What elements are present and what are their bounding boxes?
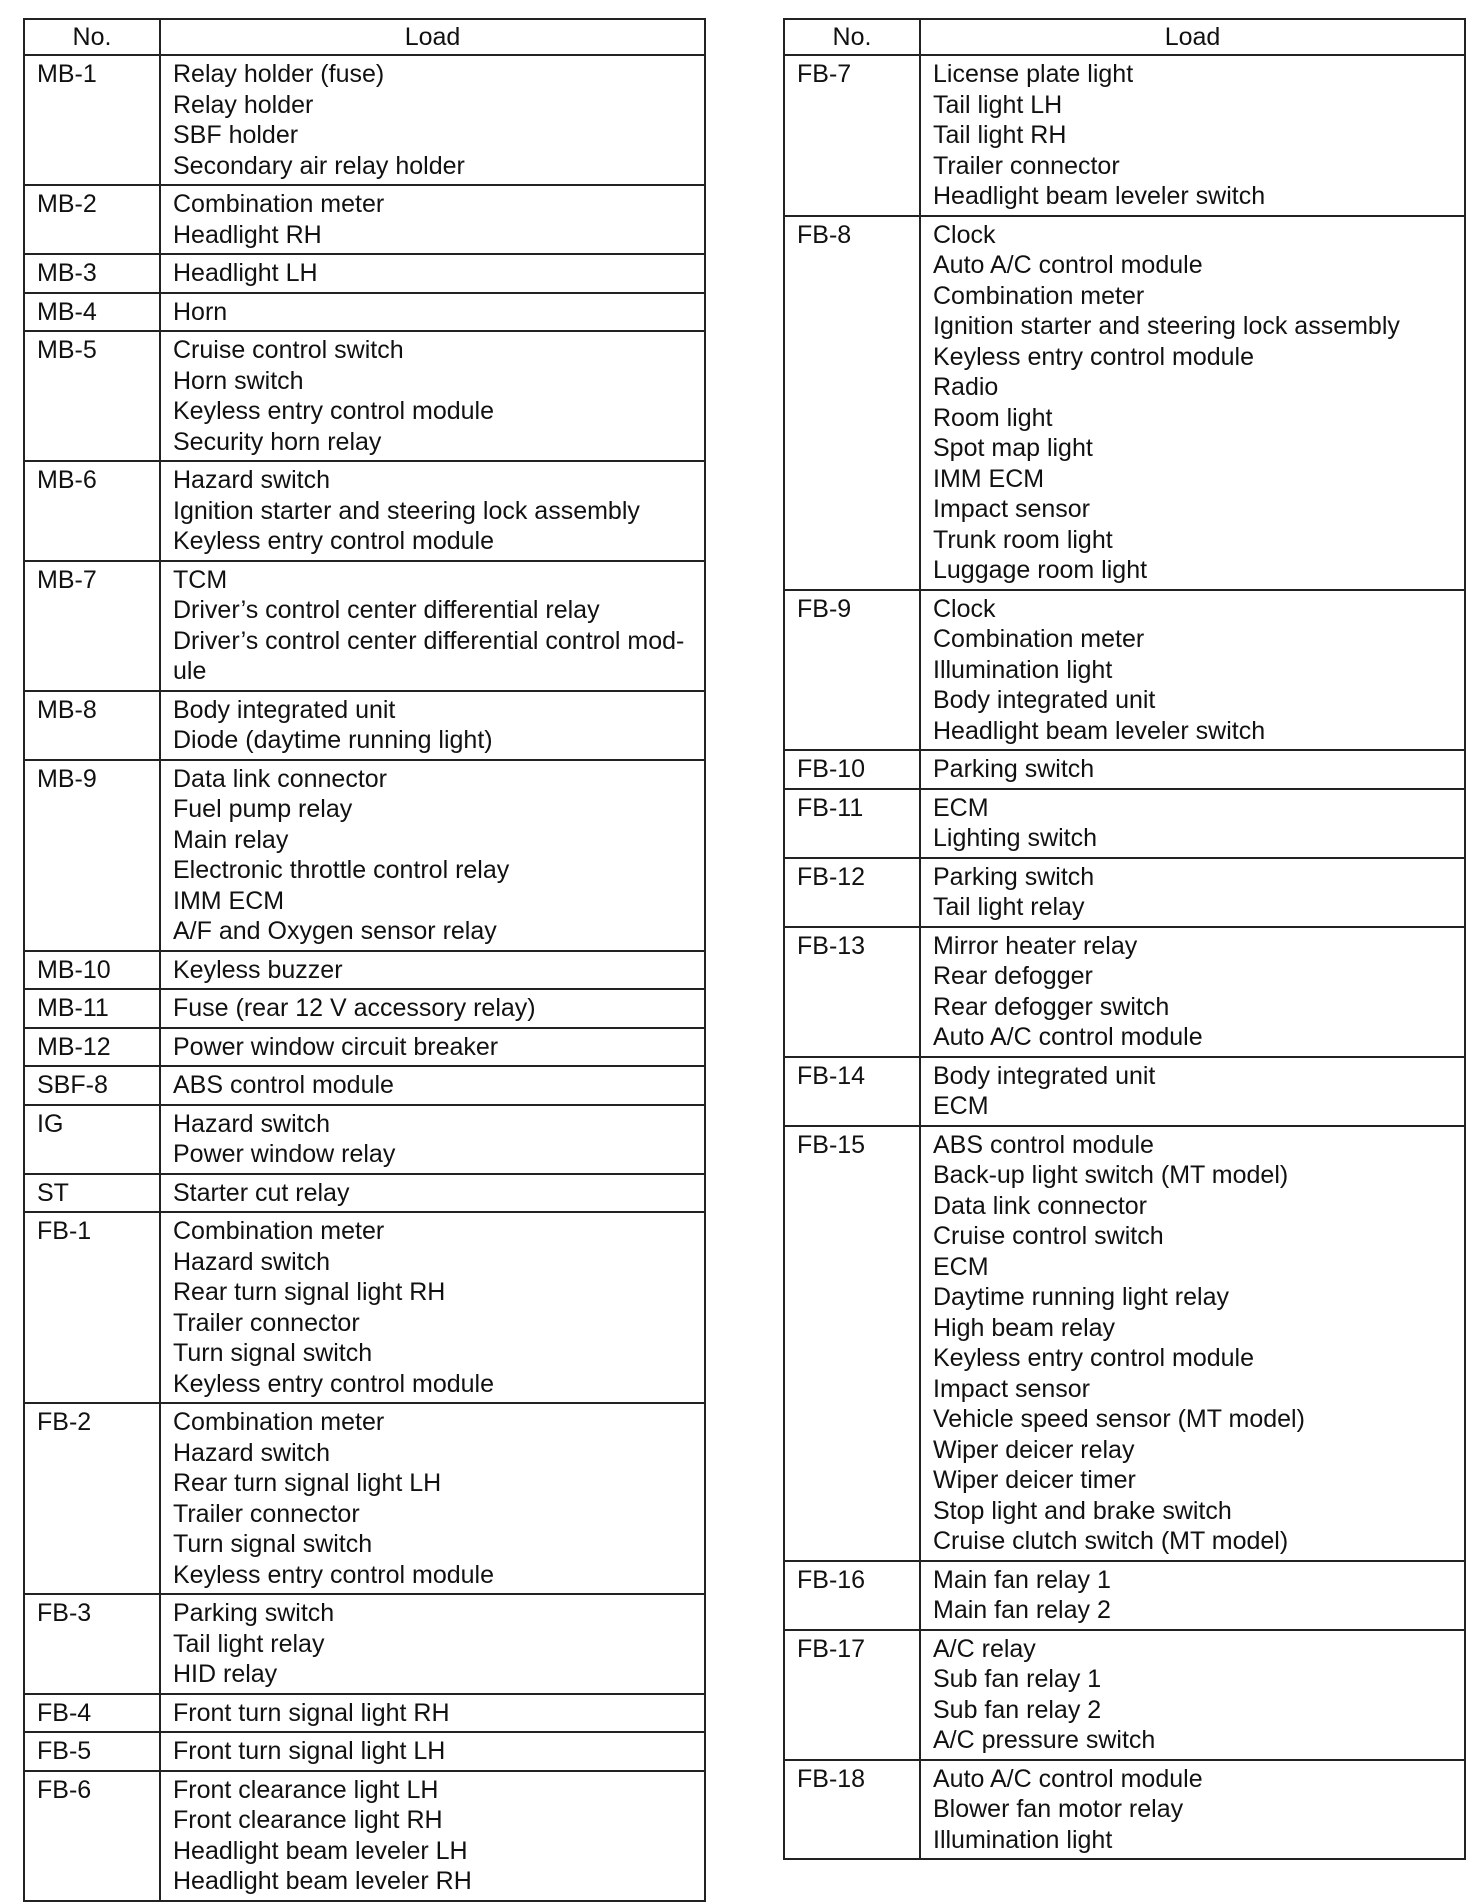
load-item: Illumination light: [933, 1825, 1113, 1854]
load-item: Hazard switch: [173, 1247, 330, 1276]
load-item: Cruise control switch: [173, 336, 404, 364]
load-item: Keyless buzzer: [173, 955, 343, 984]
load-item: Rear defogger switch: [933, 992, 1170, 1021]
load-item: Main fan relay 1: [933, 1565, 1111, 1594]
load-list: [920, 1057, 1465, 1126]
fuse-number: FB-7: [784, 55, 920, 216]
load-list: [160, 1105, 705, 1174]
load-item: ECM: [933, 1092, 989, 1120]
fuse-number: MB-7: [24, 561, 160, 691]
load-item: Parking switch: [933, 755, 1095, 783]
load-list: [160, 1066, 705, 1105]
table-row: [784, 1057, 1465, 1126]
load-item: Main fan relay 2: [933, 1596, 1111, 1624]
fuse-number: FB-17: [784, 1630, 920, 1760]
fuse-number: MB-9: [24, 760, 160, 951]
load-item: Horn switch: [173, 366, 304, 395]
fuse-number: MB-12: [24, 1028, 160, 1067]
load-item: Combination meter: [933, 281, 1145, 310]
load-item: Horn: [173, 297, 228, 326]
load-item: Electronic throttle control relay: [173, 856, 510, 884]
fuse-number: FB-15: [784, 1126, 920, 1561]
load-list: [920, 750, 1465, 789]
load-item: Ignition starter and steering lock assembly: [933, 312, 1400, 340]
load-item: ECM: [933, 793, 989, 822]
load-item: Data link connector: [173, 764, 388, 793]
load-item: Luggage room light: [933, 556, 1148, 584]
load-item: Driver’s control center differential control mod-: [173, 626, 685, 655]
load-item: Stop light and brake switch: [933, 1496, 1232, 1525]
fuse-number: FB-12: [784, 858, 920, 927]
table-row: [24, 989, 705, 1028]
load-item: A/C relay: [933, 1634, 1036, 1663]
fuse-number: FB-9: [784, 590, 920, 751]
table-row: [24, 561, 705, 691]
load-item: Fuel pump relay: [173, 795, 353, 823]
fuse-number: FB-14: [784, 1057, 920, 1126]
fuse-number: MB-1: [24, 55, 160, 185]
load-item: Front clearance light LH: [173, 1775, 439, 1804]
table-row: [24, 1066, 705, 1105]
table-row: [784, 590, 1465, 751]
load-item: Clock: [933, 220, 996, 249]
load-item: Clock: [933, 594, 996, 623]
load-item: Radio: [933, 373, 999, 401]
fuse-number: MB-2: [24, 185, 160, 254]
fuse-number: MB-3: [24, 254, 160, 293]
load-item: Headlight LH: [173, 259, 318, 287]
load-item: Secondary air relay holder: [173, 151, 465, 180]
load-item: Auto A/C control module: [933, 1764, 1203, 1793]
load-list: [160, 760, 705, 951]
fuse-number: MB-8: [24, 691, 160, 760]
fuse-number: FB-13: [784, 927, 920, 1057]
load-item: Body integrated unit: [173, 695, 396, 724]
load-list: [160, 1174, 705, 1213]
table-row: [24, 691, 705, 760]
load-item: Parking switch: [173, 1599, 335, 1627]
table-row: [24, 1174, 705, 1213]
load-list: [160, 951, 705, 990]
table-body-right: [784, 55, 1465, 1859]
load-item: Hazard switch: [173, 1109, 330, 1138]
load-item: Headlight beam leveler switch: [933, 182, 1266, 210]
table-row: [784, 1630, 1465, 1760]
load-item: Body integrated unit: [933, 686, 1156, 714]
load-item: Cruise control switch: [933, 1222, 1164, 1250]
load-item: Back-up light switch (MT model): [933, 1161, 1289, 1189]
load-item: Headlight beam leveler LH: [173, 1836, 468, 1865]
load-list: [160, 331, 705, 461]
load-list: [160, 1028, 705, 1067]
fuse-number: FB-8: [784, 216, 920, 590]
table-row: [24, 254, 705, 293]
load-list: [160, 1403, 705, 1594]
load-item: Front turn signal light RH: [173, 1698, 450, 1727]
load-item: Combination meter: [173, 190, 385, 218]
load-item: Diode (daytime running light): [173, 726, 493, 754]
load-list: [160, 55, 705, 185]
load-item: Starter cut relay: [173, 1178, 350, 1207]
load-item: Sub fan relay 2: [933, 1695, 1102, 1724]
load-item: Wiper deicer relay: [933, 1435, 1135, 1464]
load-item: Power window circuit breaker: [173, 1032, 499, 1061]
load-item: ABS control module: [933, 1130, 1154, 1159]
load-item: Body integrated unit: [933, 1061, 1156, 1090]
load-item: Turn signal switch: [173, 1530, 373, 1558]
load-list: [160, 561, 705, 691]
load-item: Keyless entry control module: [173, 397, 494, 425]
load-list: [160, 1694, 705, 1733]
table-row: [24, 951, 705, 990]
table-row: [24, 55, 705, 185]
load-item: Headlight beam leveler switch: [933, 716, 1266, 745]
fuse-number: FB-10: [784, 750, 920, 789]
header-load: Load: [160, 19, 705, 55]
table-row: [784, 927, 1465, 1057]
load-item: Vehicle speed sensor (MT model): [933, 1405, 1305, 1433]
load-item: Impact sensor: [933, 495, 1091, 523]
table-row: [784, 1561, 1465, 1630]
load-item: HID relay: [173, 1660, 278, 1688]
load-item: Spot map light: [933, 434, 1093, 462]
load-item: Relay holder (fuse): [173, 60, 385, 88]
fuse-number: MB-11: [24, 989, 160, 1028]
load-item: Keyless entry control module: [173, 1560, 494, 1589]
fuse-number: FB-2: [24, 1403, 160, 1594]
load-item: Ignition starter and steering lock assembly: [173, 496, 640, 525]
fuse-number: MB-4: [24, 293, 160, 332]
load-item: Keyless entry control module: [933, 342, 1254, 371]
load-list: [920, 789, 1465, 858]
load-item: Hazard switch: [173, 466, 330, 494]
table-row: [784, 858, 1465, 927]
load-item: Data link connector: [933, 1191, 1148, 1220]
load-item: A/F and Oxygen sensor relay: [173, 917, 497, 945]
fuse-number: FB-3: [24, 1594, 160, 1694]
table-row: [24, 1594, 705, 1694]
load-list: [160, 1212, 705, 1403]
header-row: [24, 19, 705, 55]
fuse-load-table-left: [23, 18, 706, 1902]
table-row: [24, 1403, 705, 1594]
load-item: Trailer connector: [933, 151, 1120, 180]
load-list: [160, 185, 705, 254]
table-row: [24, 1732, 705, 1771]
header-no: No.: [784, 19, 920, 55]
load-item: Relay holder: [173, 90, 314, 119]
load-list: [160, 989, 705, 1028]
load-item: Rear defogger: [933, 962, 1093, 990]
table-body-left: [24, 55, 705, 1901]
table-row: [24, 293, 705, 332]
load-item: ABS control module: [173, 1071, 394, 1099]
load-item: Front clearance light RH: [173, 1806, 443, 1834]
header-no: No.: [24, 19, 160, 55]
load-list: [160, 1594, 705, 1694]
fuse-number: SBF-8: [24, 1066, 160, 1105]
load-item: Impact sensor: [933, 1374, 1091, 1403]
fuse-number: MB-6: [24, 461, 160, 561]
load-item: Combination meter: [173, 1408, 385, 1436]
load-list: [920, 1561, 1465, 1630]
load-list: [160, 691, 705, 760]
table-row: [24, 1105, 705, 1174]
fuse-number: FB-11: [784, 789, 920, 858]
table-row: [784, 216, 1465, 590]
table-row: [24, 1694, 705, 1733]
table-row: [24, 185, 705, 254]
load-item: Turn signal switch: [173, 1339, 373, 1367]
load-list: [920, 1126, 1465, 1561]
table-row: [784, 1126, 1465, 1561]
load-list: [920, 590, 1465, 751]
load-item: Blower fan motor relay: [933, 1795, 1184, 1823]
header-row: [784, 19, 1465, 55]
load-list: [920, 216, 1465, 590]
load-item: Sub fan relay 1: [933, 1665, 1102, 1693]
load-item: High beam relay: [933, 1313, 1116, 1342]
table-row: [784, 1760, 1465, 1860]
load-list: [160, 293, 705, 332]
fuse-number: MB-5: [24, 331, 160, 461]
header-load: Load: [920, 19, 1465, 55]
fuse-load-table-right: [783, 18, 1466, 1860]
load-item: Main relay: [173, 825, 289, 854]
load-item: A/C pressure switch: [933, 1726, 1156, 1754]
load-list: [920, 1630, 1465, 1760]
table-row: [24, 461, 705, 561]
load-item: Driver’s control center differential relay: [173, 596, 600, 624]
load-item: Room light: [933, 403, 1053, 432]
load-item: Lighting switch: [933, 824, 1097, 852]
load-item: Fuse (rear 12 V accessory relay): [173, 994, 536, 1022]
load-item: Keyless entry control module: [933, 1344, 1254, 1372]
table-row: [24, 1028, 705, 1067]
table-row: [24, 760, 705, 951]
load-item: Cruise clutch switch (MT model): [933, 1527, 1289, 1555]
load-item: Keyless entry control module: [173, 1369, 494, 1398]
load-item: Keyless entry control module: [173, 527, 494, 555]
load-item: Rear turn signal light LH: [173, 1469, 442, 1497]
load-item: Headlight RH: [173, 220, 322, 249]
load-list: [160, 1771, 705, 1901]
load-item: TCM: [173, 565, 228, 594]
load-item: Auto A/C control module: [933, 251, 1203, 279]
fuse-number: IG: [24, 1105, 160, 1174]
load-item: Tail light relay: [173, 1629, 325, 1658]
load-item: Power window relay: [173, 1140, 396, 1168]
fuse-number: MB-10: [24, 951, 160, 990]
load-list: [160, 1732, 705, 1771]
load-list: [920, 55, 1465, 216]
load-item: Headlight beam leveler RH: [173, 1867, 472, 1895]
load-list: [920, 858, 1465, 927]
load-item: Trailer connector: [173, 1308, 360, 1337]
load-item: IMM ECM: [933, 464, 1045, 493]
load-item: ECM: [933, 1252, 989, 1281]
load-item: Daytime running light relay: [933, 1283, 1229, 1311]
table-row: [784, 789, 1465, 858]
load-item: Trailer connector: [173, 1499, 360, 1528]
load-list: [160, 254, 705, 293]
fuse-number: FB-18: [784, 1760, 920, 1860]
load-item: Tail light LH: [933, 90, 1063, 119]
fuse-number: FB-5: [24, 1732, 160, 1771]
load-item: Tail light RH: [933, 121, 1067, 149]
load-item: Mirror heater relay: [933, 931, 1138, 960]
fuse-number: FB-16: [784, 1561, 920, 1630]
load-list: [920, 927, 1465, 1057]
load-item: Combination meter: [173, 1217, 385, 1245]
fuse-number: FB-6: [24, 1771, 160, 1901]
load-item: Parking switch: [933, 862, 1095, 891]
load-item: License plate light: [933, 60, 1134, 88]
fuse-number: FB-4: [24, 1694, 160, 1733]
fuse-number: ST: [24, 1174, 160, 1213]
load-item: Security horn relay: [173, 427, 382, 456]
load-item: Illumination light: [933, 655, 1113, 684]
load-item: Combination meter: [933, 625, 1145, 653]
load-item: IMM ECM: [173, 886, 285, 915]
load-item: Auto A/C control module: [933, 1023, 1203, 1051]
table-row: [24, 1212, 705, 1403]
table-row: [24, 1771, 705, 1901]
load-item: Front turn signal light LH: [173, 1737, 446, 1765]
table-row: [784, 750, 1465, 789]
load-item: Tail light relay: [933, 893, 1085, 921]
load-item: ule: [173, 657, 207, 685]
load-item: SBF holder: [173, 121, 299, 149]
load-list: [160, 461, 705, 561]
load-item: Rear turn signal light RH: [173, 1278, 446, 1306]
table-row: [784, 55, 1465, 216]
load-list: [920, 1760, 1465, 1860]
load-item: Hazard switch: [173, 1438, 330, 1467]
load-item: Wiper deicer timer: [933, 1466, 1136, 1494]
table-row: [24, 331, 705, 461]
load-item: Trunk room light: [933, 525, 1113, 554]
fuse-number: FB-1: [24, 1212, 160, 1403]
